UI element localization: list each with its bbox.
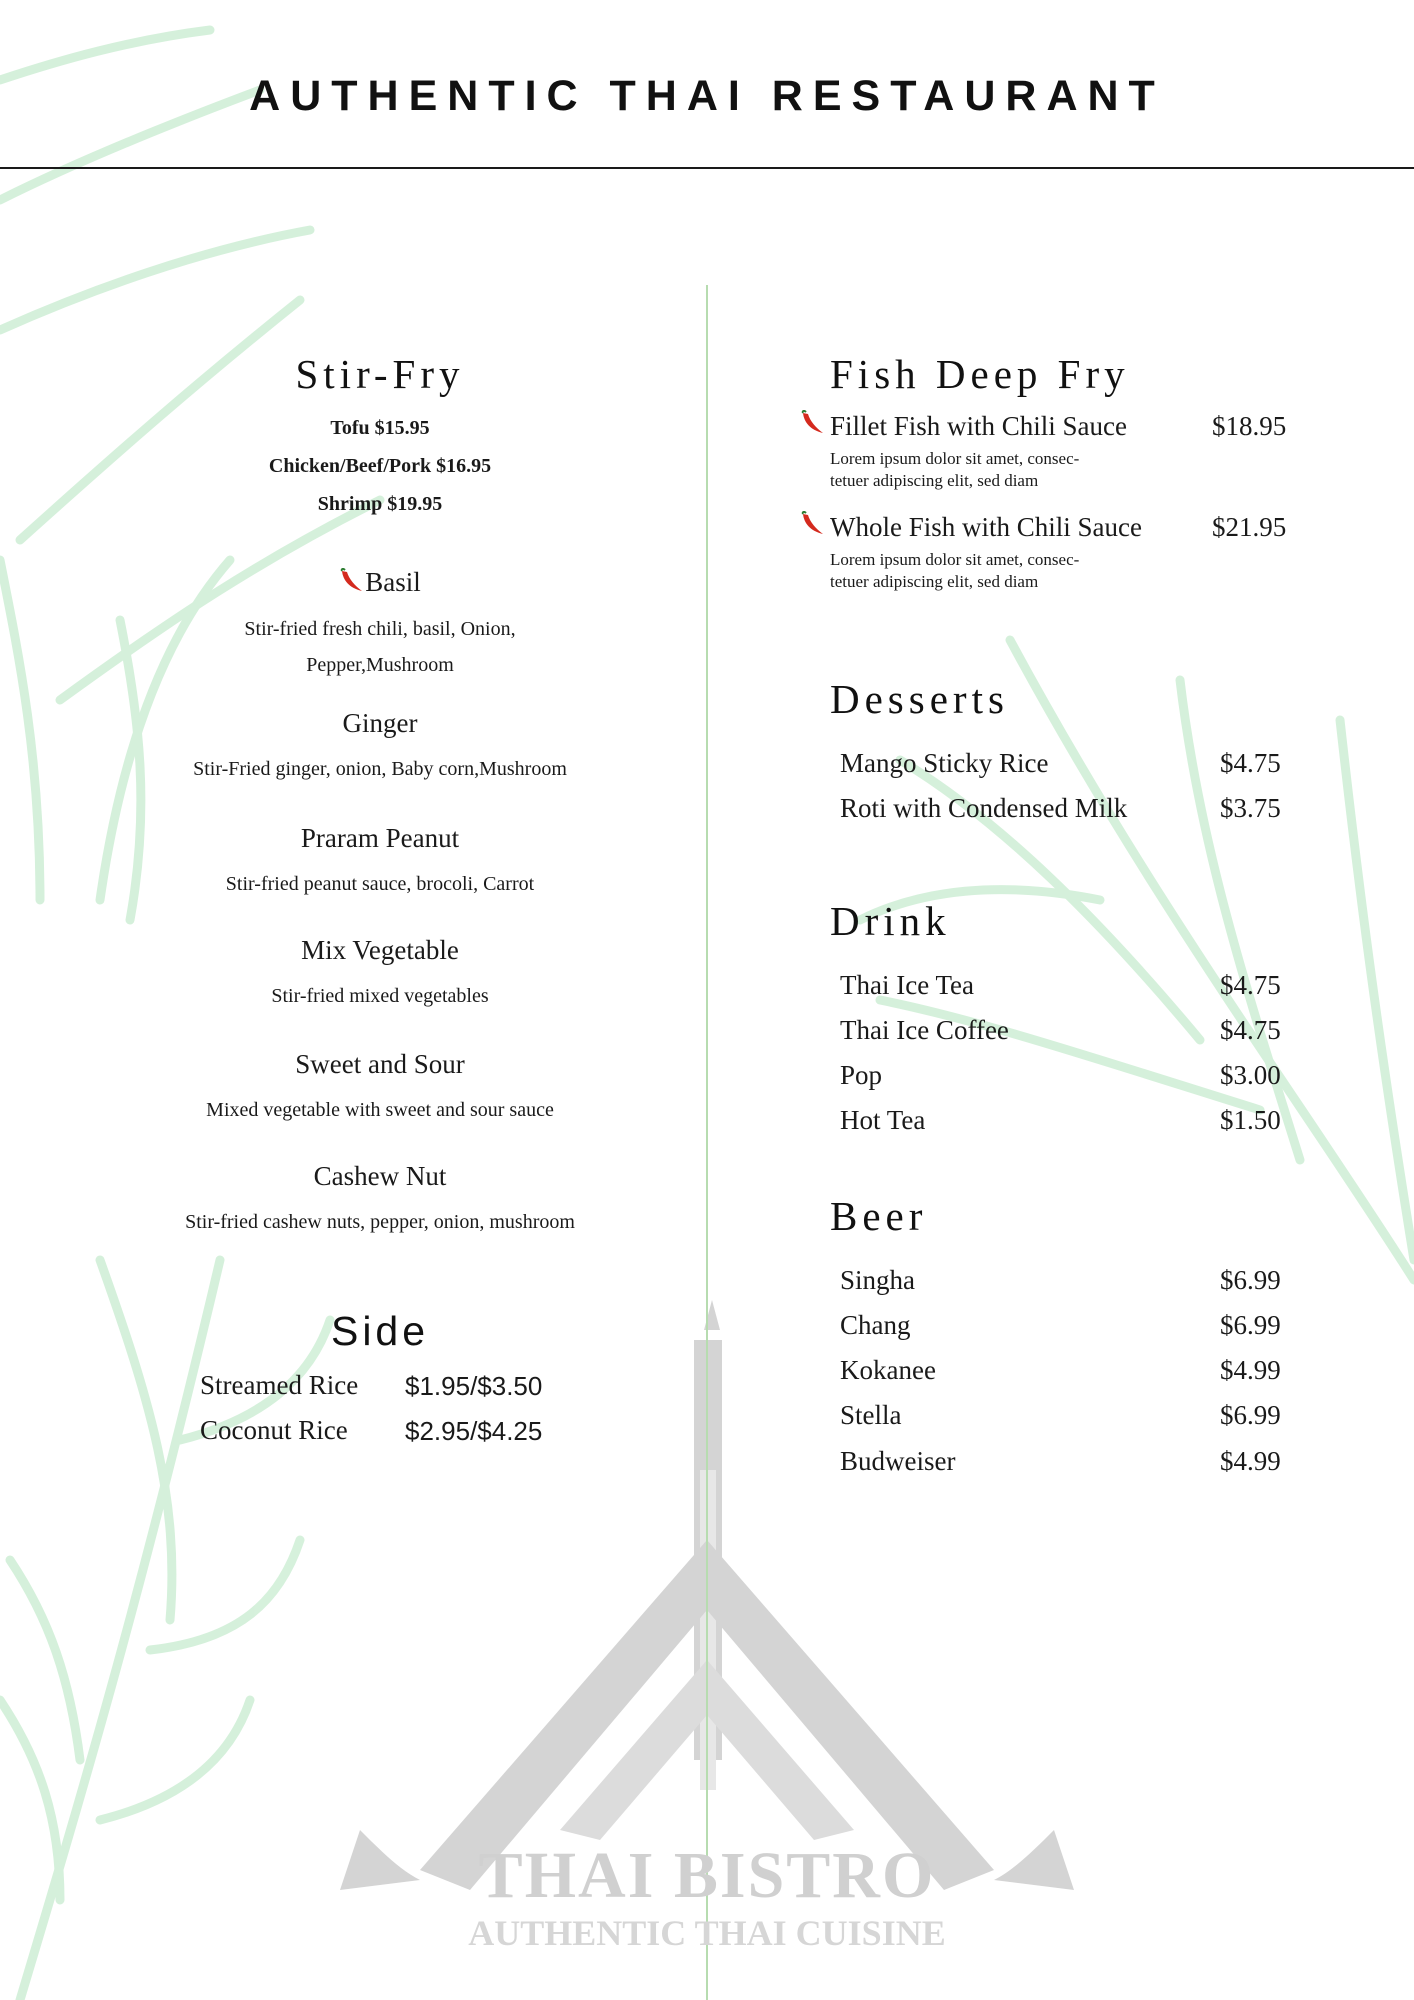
fish-item-desc: tetuer adipiscing elit, sed diam [830,572,1039,591]
side-item-name: Streamed Rice [200,1370,359,1400]
dish-name: Ginger [342,708,418,738]
drink-item-price: $1.50 [1220,1105,1281,1135]
beer-item-price: $6.99 [1220,1400,1281,1430]
fish-item-desc: tetuer adipiscing elit, sed diam [830,471,1039,490]
drink-item-name: Thai Ice Coffee [840,1015,1009,1045]
chili-pepper-icon [339,568,365,594]
beer-item-name: Budweiser [840,1446,956,1476]
beer-item-name: Chang [840,1310,911,1340]
dish-desc-line: Stir-fried mixed vegetables [271,985,489,1007]
dish-desc-line: Stir-Fried ginger, onion, Baby corn,Mushroom [193,758,567,780]
desserts-heading: Desserts [830,676,1009,722]
beer-item-name: Kokanee [840,1355,936,1385]
beer-item-name: Stella [840,1400,902,1430]
dish-desc-line: Stir-fried peanut sauce, brocoli, Carrot [225,873,535,895]
fish-item-name: Fillet Fish with Chili Sauce [830,411,1128,441]
side-item-name: Coconut Rice [200,1415,348,1445]
drink-item-name: Pop [840,1060,883,1090]
drink-item-price: $3.00 [1220,1060,1281,1090]
drink-item-name: Thai Ice Tea [840,970,975,1000]
drink-item-price: $4.75 [1220,970,1281,1000]
dish-name: Cashew Nut [313,1161,447,1191]
side-heading: Side [330,1308,430,1354]
restaurant-title: AUTHENTIC THAI RESTAURANT [249,72,1165,120]
stir-fry-price-tofu: Tofu $15.95 [330,417,430,439]
dessert-item-name: Roti with Condensed Milk [840,793,1128,823]
drink-heading: Drink [830,898,951,944]
stir-fry-heading: Stir-Fry [295,351,465,397]
fish-item-desc: Lorem ipsum dolor sit amet, consec- [830,550,1080,569]
dish-desc-line: Mixed vegetable with sweet and sour sauce [206,1099,554,1121]
beer-item-price: $6.99 [1220,1265,1281,1295]
dish-name: Praram Peanut [300,823,460,853]
header-divider [0,167,1414,169]
drink-item-name: Hot Tea [840,1105,926,1135]
dish-desc-line: Pepper,Mushroom [306,654,454,676]
fish-item-desc: Lorem ipsum dolor sit amet, consec- [830,449,1080,468]
chili-pepper-icon [800,410,826,436]
column-divider [706,285,708,2000]
beer-item-name: Singha [840,1265,916,1295]
dish-basil [0,567,760,598]
dessert-item-price: $4.75 [1220,748,1281,778]
logo-watermark-tagline: AUTHENTIC THAI CUISINE [468,1913,946,1953]
dish-desc-line: Stir-fried cashew nuts, pepper, onion, mushroom [185,1211,575,1233]
fish-item-name: Whole Fish with Chili Sauce [830,512,1142,542]
logo-watermark-name: THAI BISTRO [478,1839,936,1912]
stir-fry-price-meat: Chicken/Beef/Pork $16.95 [268,455,492,477]
chili-pepper-icon [800,511,826,537]
dish-name: Basil [365,567,421,597]
fish-item-price: $21.95 [1212,512,1287,542]
dish-desc-line: Stir-fried fresh chili, basil, Onion, [244,618,516,640]
side-item-price: $1.95/$3.50 [405,1371,543,1401]
beer-item-price: $4.99 [1220,1446,1281,1476]
stir-fry-price-shrimp: Shrimp $19.95 [317,493,443,515]
dish-name: Sweet and Sour [295,1049,465,1079]
beer-heading: Beer [830,1193,928,1239]
side-item-price: $2.95/$4.25 [405,1416,543,1446]
beer-item-price: $4.99 [1220,1355,1281,1385]
dish-name: Mix Vegetable [301,935,459,965]
fish-item-price: $18.95 [1212,411,1287,441]
beer-item-price: $6.99 [1220,1310,1281,1340]
dessert-item-name: Mango Sticky Rice [840,748,1049,778]
drink-item-price: $4.75 [1220,1015,1281,1045]
fish-heading: Fish Deep Fry [830,351,1130,397]
dessert-item-price: $3.75 [1220,793,1281,823]
